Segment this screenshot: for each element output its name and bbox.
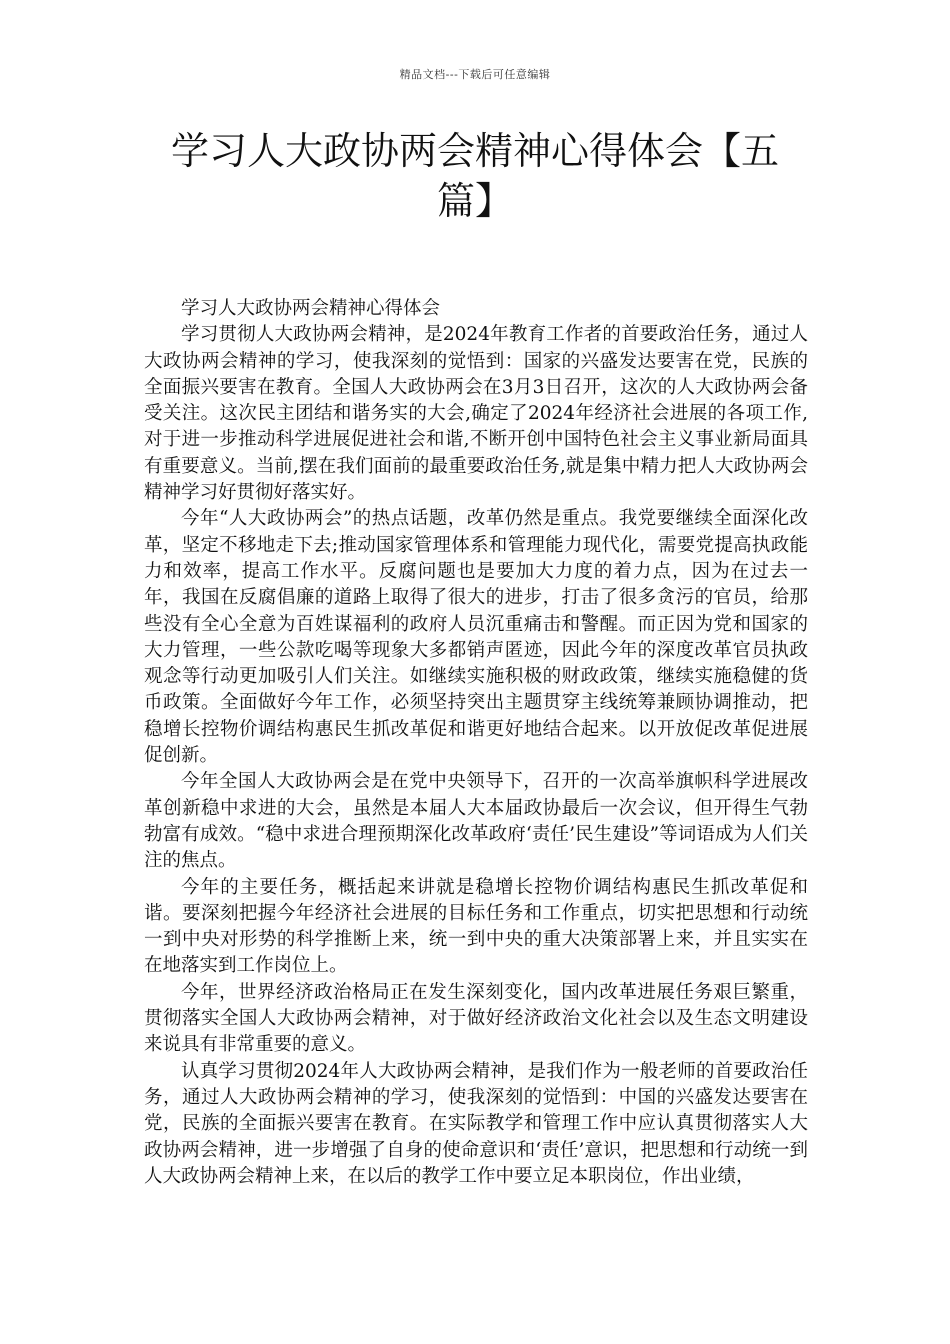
section-subtitle: 学习人大政协两会精神心得体会 [181,298,441,319]
paragraph: 认真学习贯彻2024年人大政协两会精神，是我们作为一般老师的首要政治任务，通过人大政协两会精神的学习，使我深刻的觉悟到：中国的兴盛发达要害在党，民族的全面振兴要害在教育。在实际教学和管理工作中应认真贯彻落实人大政协两会精神，进一步增强了自身的使命意识和‘责任’意识，把思想和行动统一到人大政协两会精神上来，在以后的教学工作中要立足本职岗位，作出业绩， [144,1060,808,1187]
paragraph: 今年全国人大政协两会是在党中央领导下，召开的一次高举旗帜科学进展改革创新稳中求进的大会，虽然是本届人大本届政协最后一次会议，但开得生气勃勃富有成效。“稳中求进合理预期深化改革政府‘责任’民生建设”等词语成为人们关注的焦点。 [144,771,808,872]
document-title: 学习人大政协两会精神心得体会【五篇】 [170,129,779,223]
paragraph: 今年的主要任务，概括起来讲就是稳增长控物价调结构惠民生抓改革促和谐。要深刻把握今年经济社会进展的目标任务和工作重点，切实把思想和行动统一到中央对形势的科学推断上来，统一到中央的重大决策部署上来，并且实实在在地落实到工作岗位上。 [144,876,808,977]
paragraph: 今年，世界经济政治格局正在发生深刻变化，国内改革进展任务艰巨繁重，贯彻落实全国人大政协两会精神，对于做好经济政治文化社会以及生态文明建设来说具有非常重要的意义。 [144,981,808,1056]
paragraph: 今年“人大政协两会”的热点话题，改革仍然是重点。我党要继续全面深化改革，坚定不移地走下去;推动国家管理体系和管理能力现代化，需要党提高执政能力和效率，提高工作水平。反腐问题也是要加大力度的着力点，因为在过去一年，我国在反腐倡廉的道路上取得了很大的进步，打击了很多贪污的官员，给那些没有全心全意为百姓谋福利的政府人员沉重痛击和警醒。而正因为党和国家的大力管理，一些公款吃喝等现象大多都销声匿迹，因此今年的深度改革官员执政观念等行动更加吸引人们关注。如继续实施积极的财政政策，继续实施稳健的货币政策。全面做好今年工作，必须坚持突出主题贯穿主线统筹兼顾协调推动，把稳增长控物价调结构惠民生抓改革促和谐更好地结合起来。以开放促改革促进展促创新。 [144,508,808,767]
paragraph: 学习贯彻人大政协两会精神，是2024年教育工作者的首要政治任务，通过人大政协两会精神的学习，使我深刻的觉悟到：国家的兴盛发达要害在党，民族的全面振兴要害在教育。全国人大政协两会在3月3日召开，这次的人大政协两会备受关注。这次民主团结和谐务实的大会,确定了2024年经济社会进展的各项工作,对于进一步推动科学进展促进社会和谐,不断开创中国特色社会主义事业新局面具有重要意义。当前,摆在我们面前的最重要政治任务,就是集中精力把人大政协两会精神学习好贯彻好落实好。 [144,324,808,504]
header-note: 精品文档---下载后可任意编辑 [399,68,551,81]
document-body [144,296,808,1190]
